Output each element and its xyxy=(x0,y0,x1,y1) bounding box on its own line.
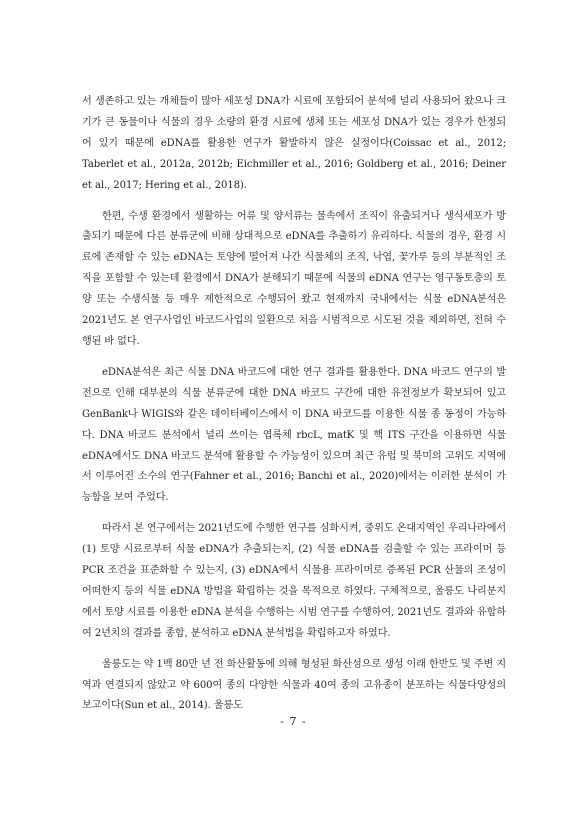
page-number: - 7 - xyxy=(280,715,307,728)
body-text xyxy=(82,92,506,727)
paragraph-5: 울릉도는 약 1백 80만 년 전 화산활동에 의해 형성된 화산섬으로 생성 이래 한반도 및 주변 지역과 연결되지 않았고 약 600여 종의 다양한 식물과 40여 종의 고유종이 분포하는 식물다양성의 보고이다(Sun et al., 2014). 울릉도 xyxy=(82,658,506,712)
paragraph-2: 한편, 수생 환경에서 생활하는 어류 및 양서류는 물속에서 조직이 유출되거나 생식세포가 방출되기 때문에 다른 분류군에 비해 상대적으로 eDNA를 추출하기 유리하다. 식물의 경우, 환경 시료에 존재할 수 있는 eDNA는 토양에 떨어져 나간 식물체의 조직, 낙엽, 꽃가루 등의 부분적인 조직을 포함할 수 있는데 환경에서 DNA가 분해되기 때문에 식물의 eDNA 연구는 영구동토층의 토양 또는 수생식물 등 매우 제한적으로 수행되어 왔고 현재까지 국내에서는 식물 eDNA분석은 2021년도 본 연구사업인 바코드사업의 일환으로 처음 시범적으로 시도된 것을 제외하면, 전혀 수행된 바 없다. xyxy=(82,210,506,347)
paragraph-4: 따라서 본 연구에서는 2021년도에 수행한 연구를 심화시켜, 중위도 온대지역인 우리나라에서 (1) 토양 시료로부터 식물 eDNA가 추출되는지, (2) 식물 eDNA를 검출할 수 있는 프라이머 등 PCR 조건을 표준화할 수 있는지, (3) eDNA에서 식물용 프라이머로 증폭된 PCR 산물의 조성이 어떠한지 등의 식물 eDNA 방법을 확립하는 것을 목적으로 하였다. 구체적으로, 울릉도 나리분지에서 토양 시료를 이용한 eDNA 분석을 수행하는 시범 연구를 수행하여, 2021년도 결과와 유합하여 2년치의 결과를 종합, 분석하고 eDNA 분석법을 확립하고자 하였다. xyxy=(82,523,506,639)
paragraph-3: eDNA분석은 최근 식물 DNA 바코드에 대한 연구 결과를 활용한다. DNA 바코드 연구의 발전으로 인해 대부분의 식물 분류군에 대한 DNA 바코드 구간에 대한 유전정보가 확보되어 있고 GenBank나 WIGIS와 같은 데이터베이스에서 이 DNA 바코드를 이용한 식물 종 동정이 가능하다. DNA 바코드 분석에서 널리 쓰이는 엽록체 rbcL, matK 및 핵 ITS 구간을 이용하면 식물 eDNA에서도 DNA 바코드 분석에 활용할 수 가능성이 있으며 최근 유럽 및 북미의 고위도 지역에서 이루어진 소수의 연구(Fahner et al., 2016; Banchi et al., 2020)에서는 이러한 분석이 가능함을 보여 주었다. xyxy=(82,366,506,504)
paragraph-1: 서 생존하고 있는 개체들이 많아 세포성 DNA가 시료에 포함되어 분석에 널리 사용되어 왔으나 크기가 큰 동물이나 식물의 경우 소량의 환경 시료에 생체 또는 세포성 DNA가 있는 경우가 한정되어 있기 때문에 eDNA를 활용한 연구가 활발하지 않은 실정이다(Coissac et al., 2012; Taberlet et al., 2012a, 2012b; Eichmiller et al., 2016; Goldberg et al., 2016; Deiner et al., 2017; Hering et al., 2018). xyxy=(82,96,506,191)
